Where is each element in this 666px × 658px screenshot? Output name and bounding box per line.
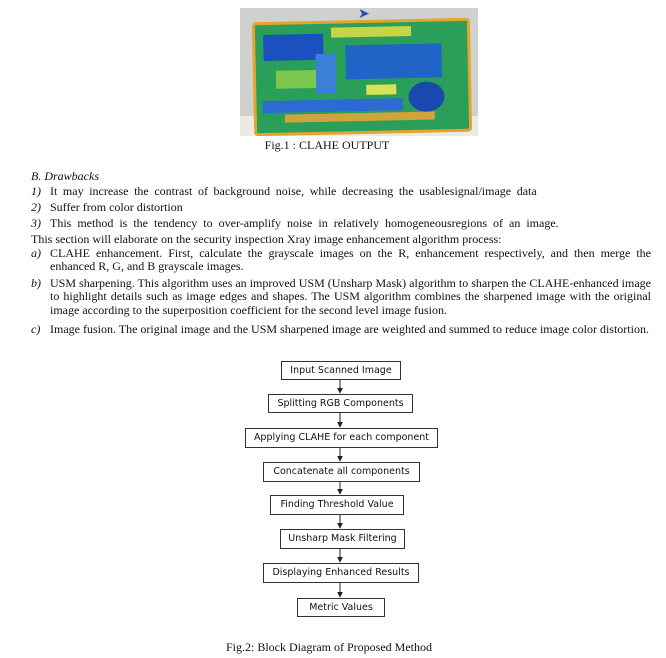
list-marker: c) bbox=[31, 322, 41, 336]
list-marker: 1) bbox=[31, 184, 41, 198]
flow-node-clahe: Applying CLAHE for each component bbox=[245, 428, 438, 448]
list-text: Suffer from color distortion bbox=[50, 200, 183, 214]
list-text: CLAHE enhancement. First, calculate the grayscale images on the R, enhancement respectively, and then merge the enhanced R, G, and B grayscale images. bbox=[50, 246, 651, 274]
drawback-item-2 bbox=[31, 200, 651, 214]
list-marker: a) bbox=[31, 246, 41, 260]
flow-node-split-rgb: Splitting RGB Components bbox=[268, 394, 413, 413]
list-marker: 3) bbox=[31, 216, 41, 230]
section-heading: B. Drawbacks bbox=[31, 169, 99, 183]
list-marker: b) bbox=[31, 276, 41, 290]
xray-luggage bbox=[252, 18, 472, 136]
list-text: It may increase the contrast of background noise, while decreasing the usablesignal/image data bbox=[50, 184, 537, 198]
flow-node-unsharp: Unsharp Mask Filtering bbox=[280, 529, 405, 549]
list-marker: 2) bbox=[31, 200, 41, 214]
flow-node-display: Displaying Enhanced Results bbox=[263, 563, 419, 583]
list-text: Image fusion. The original image and the USM sharpened image are weighted and summed to reduce image color distortion. bbox=[50, 322, 649, 336]
list-text: This method is the tendency to over-amplify noise in relatively homogeneousregions of an image. bbox=[50, 216, 559, 230]
figure1-caption: Fig.1 : CLAHE OUTPUT bbox=[264, 138, 390, 152]
step-item-b bbox=[31, 277, 651, 317]
process-intro: This section will elaborate on the security inspection Xray image enhancement algorithm process: bbox=[31, 232, 502, 246]
list-text: USM sharpening. This algorithm uses an improved USM (Unsharp Mask) algorithm to sharpen the CLAHE-enhanced image to highlight details such as image edges and shapes. The USM algorithm combines the sharpened image with the original image according to the superposition coefficient for the second level image fusion. bbox=[50, 276, 651, 317]
drawback-item-1 bbox=[31, 184, 651, 198]
step-item-a bbox=[31, 247, 651, 274]
xray-image bbox=[240, 8, 478, 136]
flow-node-metrics: Metric Values bbox=[297, 598, 385, 617]
flow-node-threshold: Finding Threshold Value bbox=[270, 495, 404, 515]
drawback-item-3 bbox=[31, 216, 651, 230]
handle-icon: ➤ bbox=[358, 8, 370, 22]
step-item-c bbox=[31, 323, 651, 336]
flow-node-concatenate: Concatenate all components bbox=[263, 462, 420, 482]
flow-node-input: Input Scanned Image bbox=[281, 361, 401, 380]
figure2-caption: Fig.2: Block Diagram of Proposed Method bbox=[226, 640, 432, 654]
